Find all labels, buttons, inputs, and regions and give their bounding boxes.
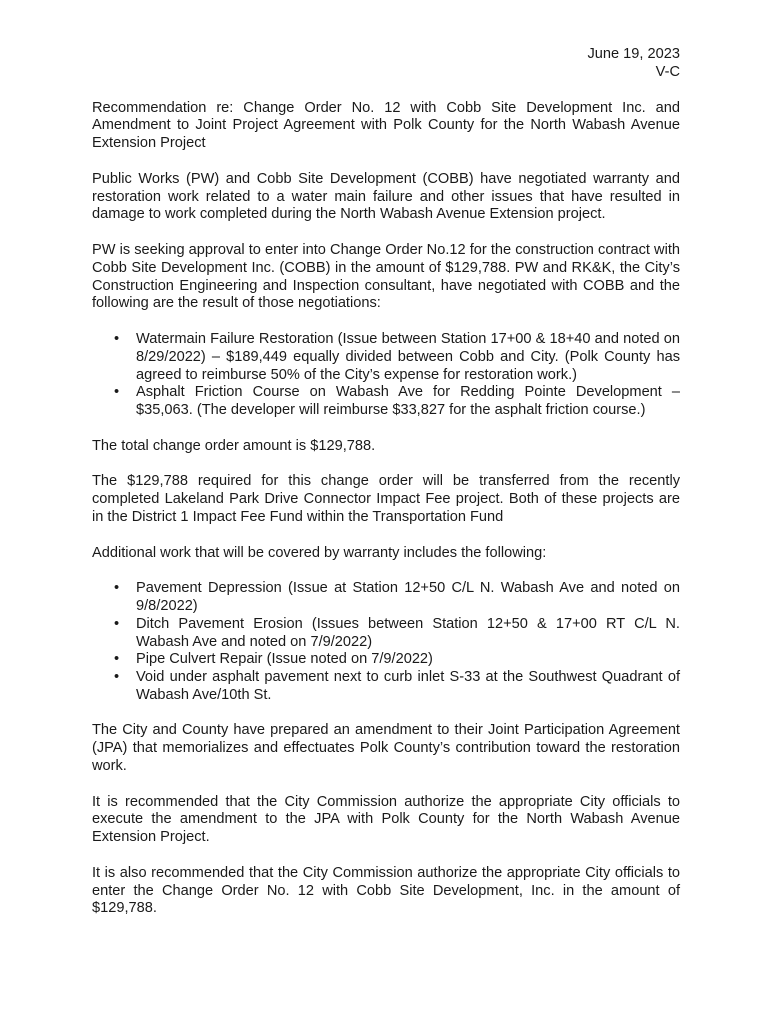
negotiation-list (92, 331, 680, 420)
list-item-text: Asphalt Friction Course on Wabash Ave for Redding Pointe Development – $35,063. (The developer will reimburse $33,827 for the asphalt friction course.) (136, 384, 680, 419)
background-paragraph: Public Works (PW) and Cobb Site Development (COBB) have negotiated warranty and restoration work related to a water main failure and other issues that have resulted in damage to work completed during the North Wabash Avenue Extension project. (92, 170, 680, 223)
total-amount-paragraph: The total change order amount is $129,788. (92, 437, 376, 454)
list-item (92, 616, 680, 652)
document-header (92, 46, 680, 82)
jpa-paragraph: The City and County have prepared an amendment to their Joint Participation Agreement (JPA) that memorializes and effectuates Polk County’s contribution toward the restoration work. (92, 722, 680, 775)
recommendation-jpa-paragraph: It is recommended that the City Commission authorize the appropriate City officials to execute the amendment to the JPA with Polk County for the North Wabash Avenue Extension Project. (92, 793, 680, 846)
list-item-text: Watermain Failure Restoration (Issue between Station 17+00 & 18+40 and noted on 8/29/2022) – $189,449 equally divided between Cobb and City. (Polk County has agreed to reimburse 50% of the City’s expense for restoration work.) (136, 330, 680, 383)
bullet-icon: • (114, 651, 120, 668)
bullet-icon: • (114, 384, 120, 401)
funding-paragraph: The $129,788 required for this change order will be transferred from the recently completed Lakeland Park Drive Connector Impact Fee project. Both of these projects are in the District 1 Impact Fee Fund within the Transportation Fund (92, 473, 680, 525)
agenda-item-code: V-C (655, 63, 680, 80)
bullet-icon: • (114, 330, 120, 347)
change-order-paragraph: PW is seeking approval to enter into Change Order No.12 for the construction contract with Cobb Site Development Inc. (COBB) in the amount of $129,788. PW and RK&K, the City’s Construction Engineering and Inspection consultant, have negotiated with COBB and the following are the result of those negotiations: (92, 241, 680, 312)
list-item-text: Pipe Culvert Repair (Issue noted on 7/9/2022) (136, 651, 433, 668)
recommendation-title: Recommendation re: Change Order No. 12 with Cobb Site Development Inc. and Amendment to Joint Project Agreement with Polk County for the North Wabash Avenue Extension Project (92, 99, 680, 152)
list-item-text: Ditch Pavement Erosion (Issues between Station 12+50 & 17+00 RT C/L N. Wabash Ave and noted on 7/9/2022) (136, 615, 680, 650)
warranty-list (92, 580, 680, 705)
bullet-icon: • (114, 580, 120, 597)
document-date: June 19, 2023 (587, 46, 680, 62)
list-item-text: Void under asphalt pavement next to curb inlet S-33 at the Southwest Quadrant of Wabash Ave/10th St. (136, 669, 680, 703)
list-item (92, 669, 680, 705)
list-item (92, 331, 680, 384)
list-item (92, 384, 680, 420)
list-item (92, 651, 680, 669)
document-page (92, 46, 680, 936)
recommendation-change-order-paragraph: It is also recommended that the City Commission authorize the appropriate City officials to enter the Change Order No. 12 with Cobb Site Development, Inc. in the amount of $129,788. (92, 864, 680, 917)
list-item-text: Pavement Depression (Issue at Station 12+50 C/L N. Wabash Ave and noted on 9/8/2022) (136, 580, 680, 614)
list-item (92, 580, 680, 616)
bullet-icon: • (114, 669, 120, 686)
bullet-icon: • (114, 615, 120, 632)
warranty-intro-paragraph: Additional work that will be covered by warranty includes the following: (92, 544, 547, 561)
